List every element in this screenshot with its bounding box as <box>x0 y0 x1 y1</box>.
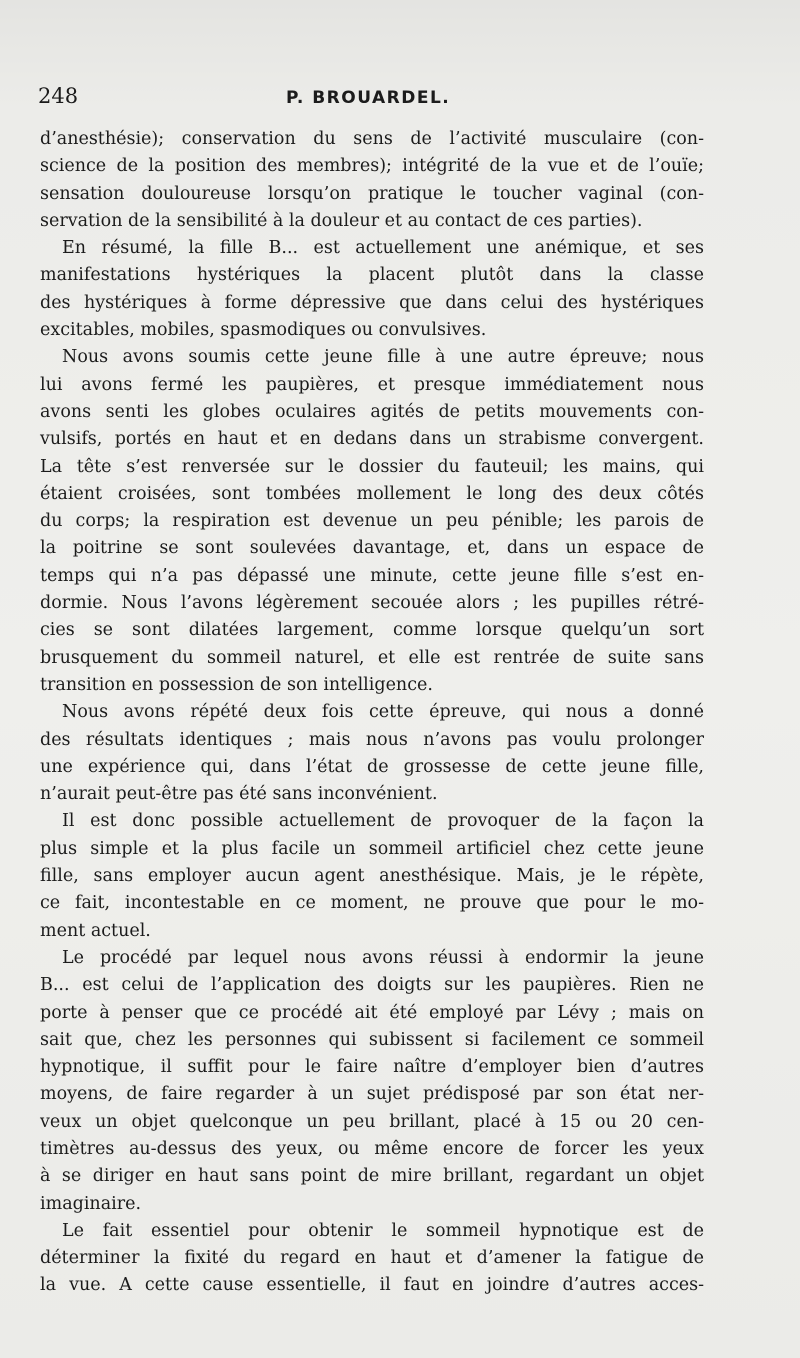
text-line: lui avons fermé les paupières, et presque immédiatement nous <box>40 374 704 395</box>
text-line: Nous avons répété deux fois cette épreuve, qui nous a donné <box>62 702 704 723</box>
text-line: veux un objet quelconque un peu brillant, placé à 15 ou 20 cen- <box>40 1111 704 1132</box>
paragraph <box>40 235 704 344</box>
text-line: La tête s’est renversée sur le dossier du fauteuil; les mains, qui <box>40 456 704 477</box>
text-line: vulsifs, portés en haut et en dedans dans un strabisme convergent. <box>40 429 704 450</box>
text-line: B... est celui de l’application des doigts sur les paupières. Rien ne <box>40 975 704 996</box>
text-line: manifestations hystériques la placent plutôt dans la classe <box>40 265 704 286</box>
text-line: des résultats identiques ; mais nous n’avons pas voulu prolonger <box>40 729 704 750</box>
text-line: déterminer la fixité du regard en haut et d’amener la fatigue de <box>40 1248 704 1269</box>
text-line: servation de la sensibilité à la douleur et au contact de ces parties). <box>40 210 643 231</box>
text-line: fille, sans employer aucun agent anesthésique. Mais, je le répète, <box>40 866 704 887</box>
text-line: Il est donc possible actuellement de provoquer de la façon la <box>62 811 704 832</box>
text-line: ment actuel. <box>40 920 151 941</box>
text-line: d’anesthésie); conservation du sens de l’activité musculaire (con- <box>40 129 704 149</box>
text-line: porte à penser que ce procédé ait été employé par Lévy ; mais on <box>40 1002 704 1023</box>
text-line: brusquement du sommeil naturel, et elle est rentrée de suite sans <box>40 647 704 668</box>
text-line: Le fait essentiel pour obtenir le sommeil hypnotique est de <box>62 1220 704 1241</box>
text-line: temps qui n’a pas dépassé une minute, cette jeune fille s’est en- <box>40 565 704 586</box>
paragraph <box>40 945 704 1218</box>
text-line: timètres au-dessus des yeux, ou même encore de forcer les yeux <box>40 1138 704 1159</box>
running-head: P. BROUARDEL. <box>286 88 451 108</box>
text-line: des hystériques à forme dépressive que dans celui des hystériques <box>40 292 704 313</box>
text-line: la vue. A cette cause essentielle, il faut en joindre d’autres acces- <box>40 1275 704 1296</box>
text-line: à se diriger en haut sans point de mire brillant, regardant un objet <box>40 1166 704 1187</box>
text-line: excitables, mobiles, spasmodiques ou convulsives. <box>40 320 487 341</box>
text-line: du corps; la respiration est devenue un peu pénible; les parois de <box>40 511 704 532</box>
page-header <box>38 84 738 118</box>
body-text <box>40 126 704 1300</box>
text-line: imaginaire. <box>40 1193 142 1214</box>
text-line: ce fait, incontestable en ce moment, ne prouve que pour le mo- <box>40 893 704 914</box>
paragraph <box>40 808 704 944</box>
text-line: dormie. Nous l’avons légèrement secouée alors ; les pupilles rétré- <box>40 593 704 614</box>
paragraph <box>40 699 704 808</box>
text-line: science de la position des membres); intégrité de la vue et de l’ouïe; <box>40 156 704 177</box>
paragraph <box>40 126 704 235</box>
text-line: n’aurait peut-être pas été sans inconvénient. <box>40 784 438 805</box>
text-line: transition en possession de son intelligence. <box>40 674 433 695</box>
text-line: hypnotique, il suffit pour le faire naître d’employer bien d’autres <box>40 1057 704 1078</box>
text-line: moyens, de faire regarder à un sujet prédisposé par son état ner- <box>40 1084 704 1105</box>
text-line: sensation douloureuse lorsqu’on pratique le toucher vaginal (con- <box>40 183 704 204</box>
page-number: 248 <box>38 84 79 108</box>
text-line: étaient croisées, sont tombées mollement le long des deux côtés <box>40 483 704 504</box>
text-line: plus simple et la plus facile un sommeil artificiel chez cette jeune <box>40 838 704 859</box>
text-line: En résumé, la fille B... est actuellement une anémique, et ses <box>62 238 704 259</box>
paragraph <box>40 1218 704 1300</box>
text-line: Le procédé par lequel nous avons réussi à endormir la jeune <box>62 947 704 968</box>
text-line: Nous avons soumis cette jeune fille à une autre épreuve; nous <box>62 347 704 368</box>
text-line: avons senti les globes oculaires agités de petits mouvements con- <box>40 401 704 422</box>
text-line: une expérience qui, dans l’état de grossesse de cette jeune fille, <box>40 756 704 777</box>
text-line: la poitrine se sont soulevées davantage, et, dans un espace de <box>40 538 704 559</box>
text-line: sait que, chez les personnes qui subissent si facilement ce sommeil <box>40 1029 704 1050</box>
paragraph <box>40 344 704 699</box>
text-line: cies se sont dilatées largement, comme lorsque quelqu’un sort <box>40 620 704 641</box>
